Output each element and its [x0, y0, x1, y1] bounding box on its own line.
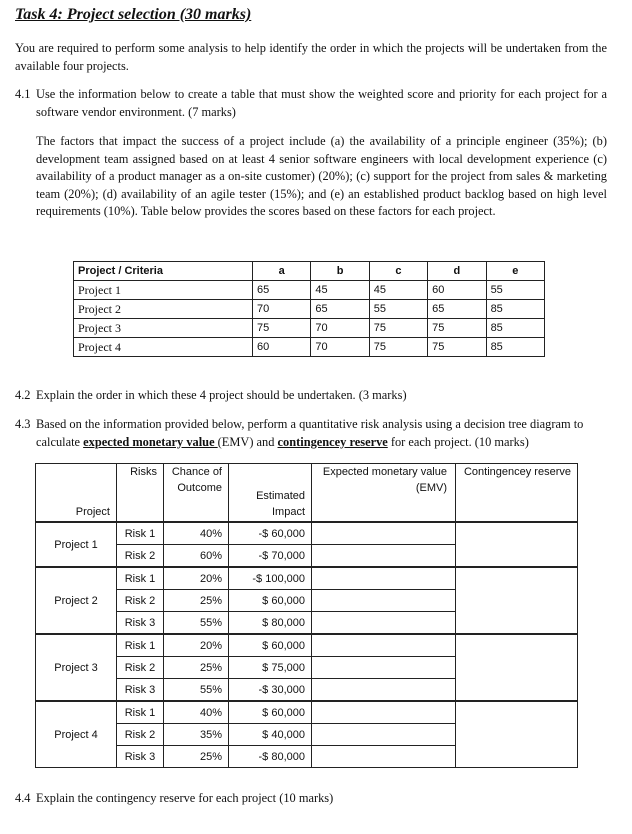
score-cell: 45	[311, 280, 369, 299]
impact-cell: $ 75,000	[229, 657, 312, 679]
chance-cell: 60%	[164, 545, 229, 568]
contingency-input-cell[interactable]	[456, 634, 578, 701]
emv-input-cell[interactable]	[312, 724, 456, 746]
risk-name-cell: Risk 3	[117, 679, 164, 702]
score-cell: 75	[369, 337, 427, 356]
risk-row	[36, 701, 578, 724]
q44-text: Explain the contingency reserve for each project (10 marks)	[36, 791, 334, 805]
chance-cell: 25%	[164, 657, 229, 679]
factors-text: The factors that impact the success of a project include (a) the availability of a principle engineer (35%); (b) development team assigned based on at least 4 senior software engineers with local development experience (c) availability of a product manager as a on-site customer) (20%); (c) support for the project from sales & marketing team (20%); (d) availability of an agile tester (15%); and (e) an established product backlog based on high level requirements (10%). Table below provides the scores based on these factors for each project.	[36, 134, 607, 218]
scores-header-cell: e	[486, 261, 544, 280]
q42-number: 4.2	[15, 387, 31, 402]
scores-header-row	[74, 261, 545, 280]
risk-name-cell: Risk 2	[117, 545, 164, 568]
risk-name-cell: Risk 1	[117, 701, 164, 724]
header-project: Project	[36, 464, 117, 523]
risk-name-cell: Risk 1	[117, 634, 164, 657]
impact-cell: -$ 60,000	[229, 522, 312, 545]
score-cell: 55	[369, 299, 427, 318]
risk-name-cell: Risk 2	[117, 724, 164, 746]
chance-cell: 25%	[164, 590, 229, 612]
q44-number: 4.4	[15, 791, 31, 805]
q43-emv-term: expected monetary value	[83, 434, 218, 449]
emv-input-cell[interactable]	[312, 746, 456, 768]
header-emv: Expected monetary value (EMV)	[312, 464, 456, 523]
chance-cell: 40%	[164, 522, 229, 545]
q43-text	[36, 416, 607, 451]
score-cell: 60	[428, 280, 486, 299]
score-cell: 65	[311, 299, 369, 318]
q43-number: 4.3	[15, 417, 31, 431]
project-cell: Project 1	[36, 522, 117, 567]
question-4-3	[15, 416, 607, 451]
project-cell: Project 4	[36, 701, 117, 768]
chance-cell: 25%	[164, 746, 229, 768]
impact-cell: $ 60,000	[229, 634, 312, 657]
impact-cell: $ 40,000	[229, 724, 312, 746]
chance-cell: 55%	[164, 679, 229, 702]
score-cell: 65	[253, 280, 311, 299]
risk-row	[36, 634, 578, 657]
scores-row	[74, 280, 545, 299]
risk-name-cell: Risk 2	[117, 590, 164, 612]
scores-header-cell: c	[369, 261, 427, 280]
score-cell: 60	[253, 337, 311, 356]
intro-text: You are required to perform some analysis to help identify the order in which the projects will be undertaken from the available four projects.	[15, 41, 607, 73]
score-cell: 85	[486, 318, 544, 337]
emv-input-cell[interactable]	[312, 701, 456, 724]
score-cell: 75	[428, 318, 486, 337]
impact-cell: $ 60,000	[229, 701, 312, 724]
question-4-1	[15, 86, 607, 121]
scores-table	[73, 261, 545, 357]
risk-name-cell: Risk 1	[117, 522, 164, 545]
scores-header-cell: Project / Criteria	[74, 261, 253, 280]
chance-cell: 20%	[164, 634, 229, 657]
scores-header-cell: a	[253, 261, 311, 280]
risk-name-cell: Risk 1	[117, 567, 164, 590]
risk-table	[35, 463, 578, 768]
project-name-cell: Project 2	[74, 299, 253, 318]
project-name-cell: Project 4	[74, 337, 253, 356]
scores-row	[74, 318, 545, 337]
risk-name-cell: Risk 2	[117, 657, 164, 679]
project-cell: Project 2	[36, 567, 117, 634]
header-risks: Risks	[117, 464, 164, 523]
scores-header-cell: b	[311, 261, 369, 280]
q43-mid: (EMV) and	[217, 434, 278, 449]
score-cell: 85	[486, 299, 544, 318]
impact-cell: $ 60,000	[229, 590, 312, 612]
score-cell: 70	[311, 337, 369, 356]
score-cell: 70	[311, 318, 369, 337]
q43-post: for each project. (10 marks)	[387, 434, 529, 449]
emv-input-cell[interactable]	[312, 590, 456, 612]
chance-cell: 40%	[164, 701, 229, 724]
emv-input-cell[interactable]	[312, 545, 456, 568]
emv-input-cell[interactable]	[312, 634, 456, 657]
score-cell: 45	[369, 280, 427, 299]
risk-table-header	[36, 464, 578, 523]
header-impact: Estimated Impact	[229, 464, 312, 523]
risk-row	[36, 567, 578, 590]
score-cell: 75	[369, 318, 427, 337]
contingency-input-cell[interactable]	[456, 567, 578, 634]
chance-cell: 55%	[164, 612, 229, 635]
q43-cr-term: contingencey reserve	[277, 434, 388, 449]
project-name-cell: Project 3	[74, 318, 253, 337]
emv-input-cell[interactable]	[312, 657, 456, 679]
q43-pre: Based on the information provided below, perform a quantitative risk analysis using a decision tree diagram to calculate	[36, 417, 584, 449]
score-cell: 85	[486, 337, 544, 356]
score-cell: 70	[253, 299, 311, 318]
impact-cell: $ 80,000	[229, 612, 312, 635]
score-cell: 75	[428, 337, 486, 356]
q41-number: 4.1	[15, 87, 31, 101]
header-contingency: Contingencey reserve	[456, 464, 578, 523]
chance-cell: 35%	[164, 724, 229, 746]
contingency-input-cell[interactable]	[456, 701, 578, 768]
emv-input-cell[interactable]	[312, 522, 456, 545]
scores-header-cell: d	[428, 261, 486, 280]
scores-row	[74, 337, 545, 356]
risk-name-cell: Risk 3	[117, 746, 164, 768]
contingency-input-cell[interactable]	[456, 522, 578, 567]
question-4-2	[15, 387, 607, 405]
emv-input-cell[interactable]	[312, 679, 456, 702]
risk-name-cell: Risk 3	[117, 612, 164, 635]
scores-row	[74, 299, 545, 318]
impact-cell: -$ 80,000	[229, 746, 312, 768]
risk-row	[36, 522, 578, 545]
question-4-4	[15, 790, 607, 808]
q42-text: Explain the order in which these 4 project should be undertaken. (3 marks)	[36, 387, 407, 402]
emv-input-cell[interactable]	[312, 612, 456, 635]
score-cell: 75	[253, 318, 311, 337]
score-cell: 65	[428, 299, 486, 318]
header-chance: Chance of Outcome	[164, 464, 229, 523]
impact-cell: -$ 100,000	[229, 567, 312, 590]
project-name-cell: Project 1	[74, 280, 253, 299]
impact-cell: -$ 70,000	[229, 545, 312, 568]
q41-text: Use the information below to create a table that must show the weighted score and priority for each project for a software vendor environment. (7 marks)	[36, 87, 607, 119]
score-cell: 55	[486, 280, 544, 299]
impact-cell: -$ 30,000	[229, 679, 312, 702]
emv-input-cell[interactable]	[312, 567, 456, 590]
project-cell: Project 3	[36, 634, 117, 701]
task-title: Task 4: Project selection (30 marks)	[15, 6, 252, 23]
chance-cell: 20%	[164, 567, 229, 590]
